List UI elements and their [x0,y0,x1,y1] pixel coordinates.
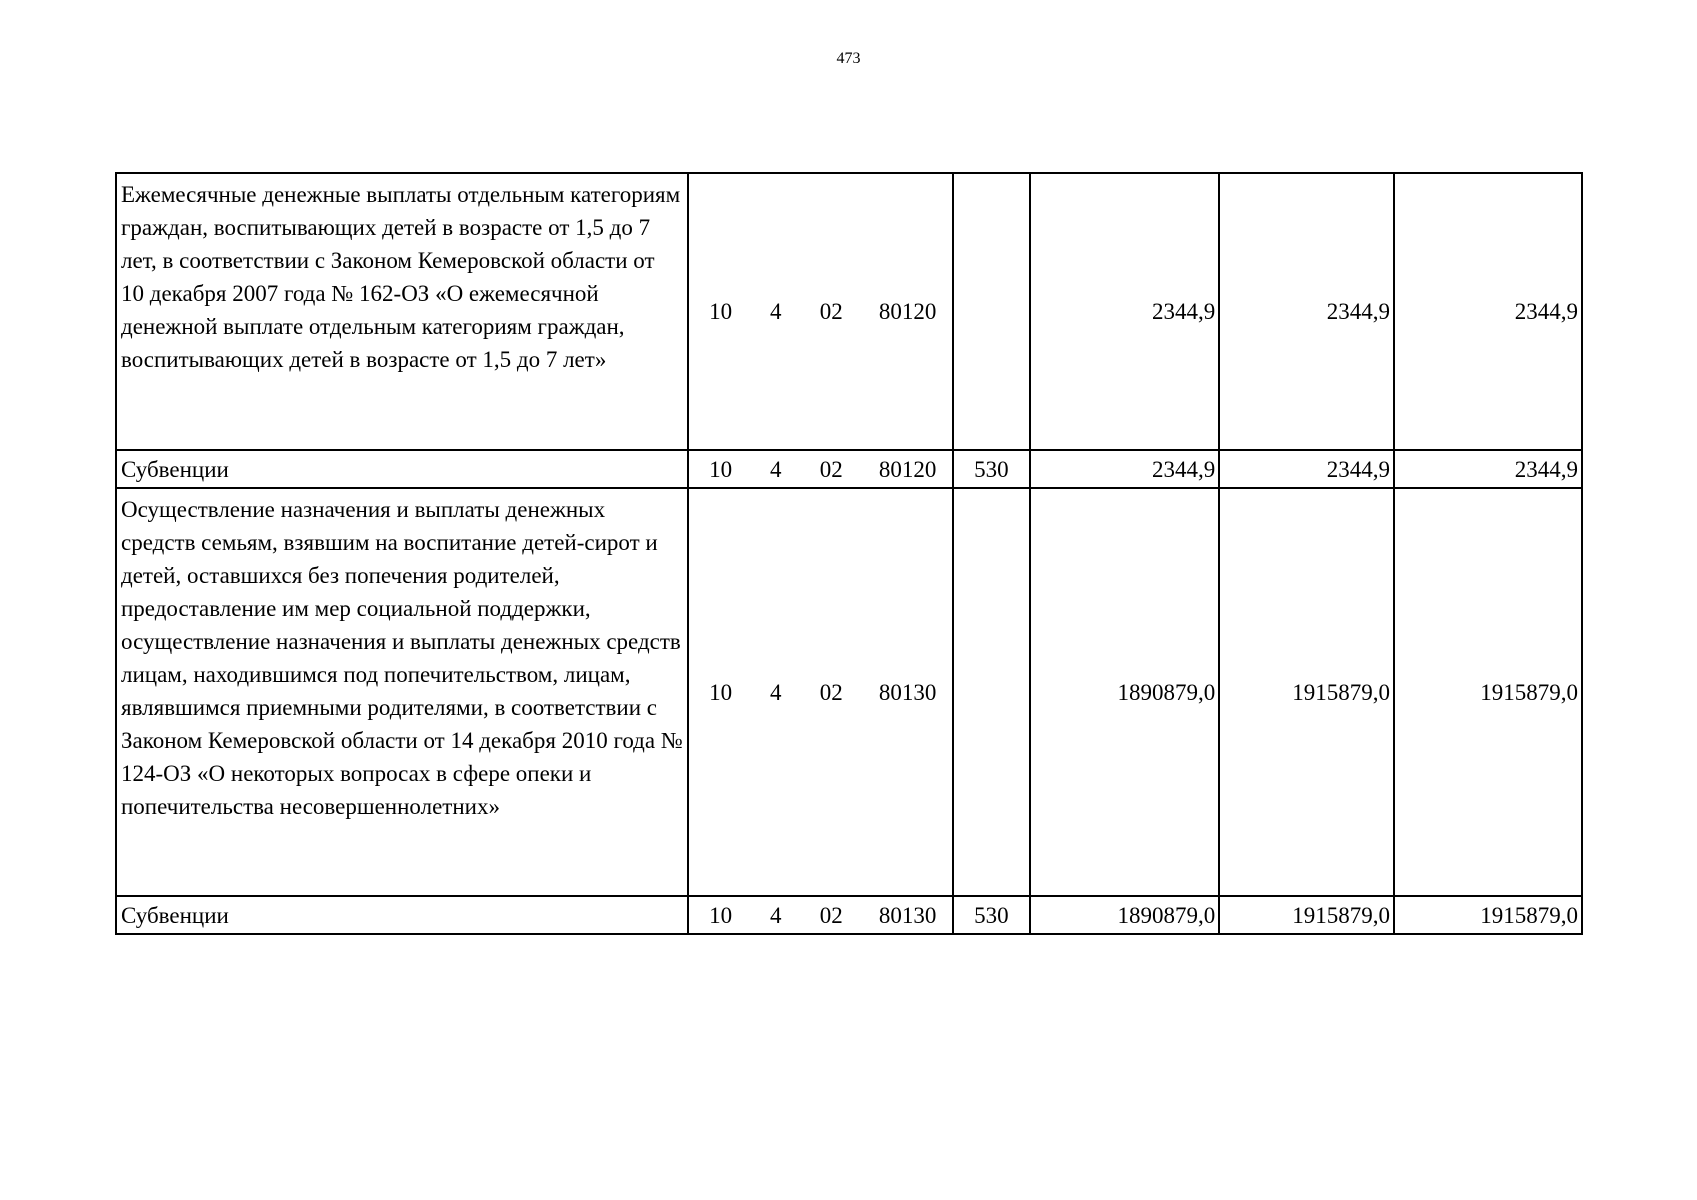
target-article-code: 80120 [864,173,953,450]
amount-year-2: 2344,9 [1219,173,1394,450]
section-code: 10 [688,488,753,896]
subsection-code: 4 [753,173,799,450]
amount-year-1: 1890879,0 [1030,488,1219,896]
subsection-code: 4 [753,488,799,896]
amount-year-3: 2344,9 [1394,450,1582,488]
row-name: Осуществление назначения и выплаты денежных средств семьям, взявшим на воспитание детей-сирот и детей, оставшихся без попечения родителей, предоставление им мер социальной поддержки, осуществление назначения и выплаты денежных средств лицам, находившимся под попечительством, лицам, являвшимся приемными родителями, в соответствии с Законом Кемеровской области от 14 декабря 2010 года № 124-ОЗ «О некоторых вопросах в сфере опеки и попечительства несовершеннолетних» [116,488,688,896]
program-code: 02 [799,173,864,450]
amount-year-2: 2344,9 [1219,450,1394,488]
budget-table [115,172,1583,935]
program-code: 02 [799,450,864,488]
section-code: 10 [688,173,753,450]
table-row [116,173,1582,450]
expense-type-code [953,173,1031,450]
amount-year-3: 1915879,0 [1394,488,1582,896]
target-article-code: 80130 [864,896,953,934]
program-code: 02 [799,488,864,896]
row-name: Субвенции [116,450,688,488]
target-article-code: 80120 [864,450,953,488]
row-name: Ежемесячные денежные выплаты отдельным категориям граждан, воспитывающих детей в возрасте от 1,5 до 7 лет, в соответствии с Законом Кемеровской области от 10 декабря 2007 года № 162-ОЗ «О ежемесячной денежной выплате отдельным категориям граждан, воспитывающих детей в возрасте от 1,5 до 7 лет» [116,173,688,450]
expense-type-code: 530 [953,450,1031,488]
amount-year-1: 1890879,0 [1030,896,1219,934]
table-row [116,896,1582,934]
amount-year-1: 2344,9 [1030,173,1219,450]
amount-year-3: 2344,9 [1394,173,1582,450]
section-code: 10 [688,896,753,934]
table-row [116,450,1582,488]
expense-type-code [953,488,1031,896]
subsection-code: 4 [753,896,799,934]
amount-year-2: 1915879,0 [1219,896,1394,934]
program-code: 02 [799,896,864,934]
row-name: Субвенции [116,896,688,934]
expense-type-code: 530 [953,896,1031,934]
amount-year-3: 1915879,0 [1394,896,1582,934]
table-row [116,488,1582,896]
section-code: 10 [688,450,753,488]
amount-year-2: 1915879,0 [1219,488,1394,896]
target-article-code: 80130 [864,488,953,896]
page-number: 473 [836,50,861,67]
subsection-code: 4 [753,450,799,488]
amount-year-1: 2344,9 [1030,450,1219,488]
